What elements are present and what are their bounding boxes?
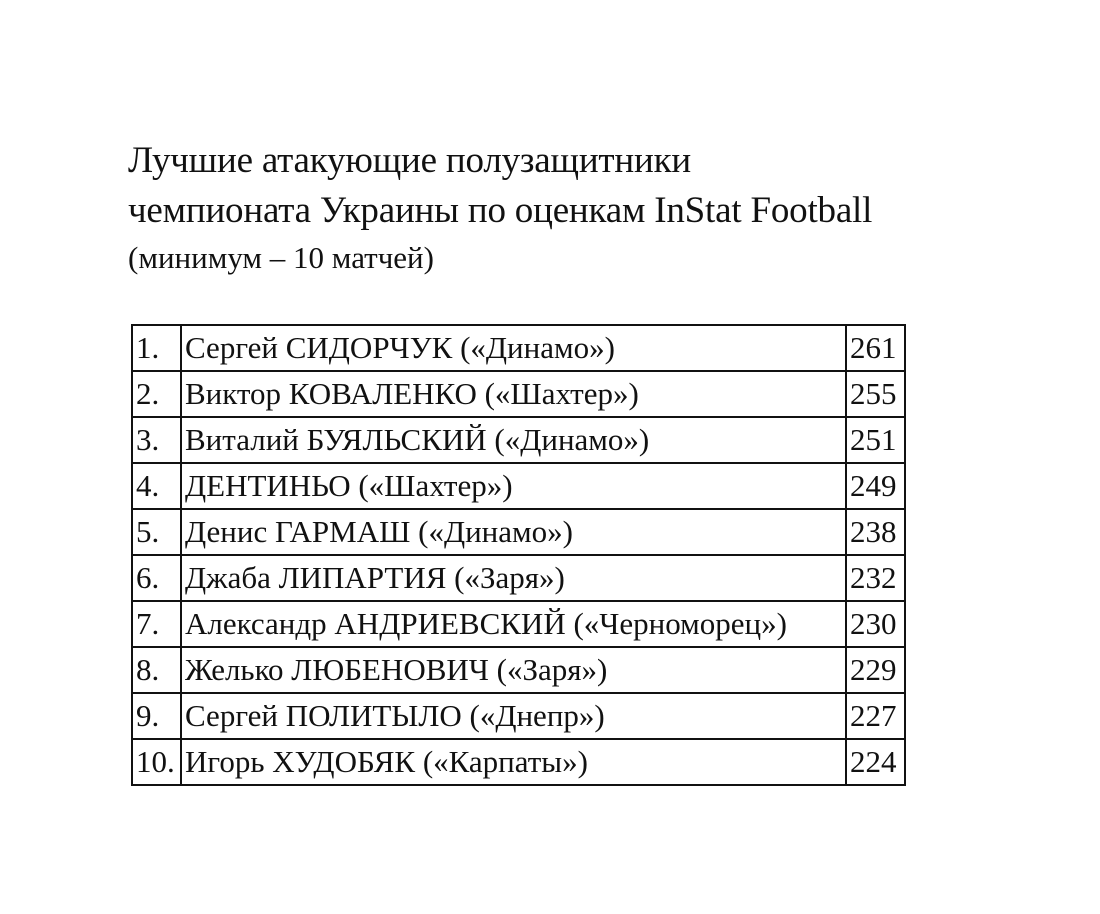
table-row [132, 417, 905, 463]
score-cell: 249 [846, 463, 905, 509]
table-row [132, 647, 905, 693]
table-row [132, 555, 905, 601]
score-cell: 224 [846, 739, 905, 785]
score-cell: 229 [846, 647, 905, 693]
table-row [132, 509, 905, 555]
rank-cell: 8. [132, 647, 181, 693]
player-cell: ДЕНТИНЬО («Шахтер») [181, 463, 846, 509]
rank-cell: 5. [132, 509, 181, 555]
page-title-line-2: чемпионата Украины по оценкам InStat Football [128, 190, 873, 231]
score-cell: 251 [846, 417, 905, 463]
player-cell: Игорь ХУДОБЯК («Карпаты») [181, 739, 846, 785]
rank-cell: 6. [132, 555, 181, 601]
page-subtitle: (минимум – 10 матчей) [128, 240, 434, 275]
ranking-table [131, 324, 906, 786]
rank-cell: 3. [132, 417, 181, 463]
score-cell: 255 [846, 371, 905, 417]
player-cell: Сергей СИДОРЧУК («Динамо») [181, 325, 846, 371]
player-cell: Сергей ПОЛИТЫЛО («Днепр») [181, 693, 846, 739]
player-cell: Виталий БУЯЛЬСКИЙ («Динамо») [181, 417, 846, 463]
player-cell: Желько ЛЮБЕНОВИЧ («Заря») [181, 647, 846, 693]
score-cell: 261 [846, 325, 905, 371]
score-cell: 238 [846, 509, 905, 555]
player-cell: Джаба ЛИПАРТИЯ («Заря») [181, 555, 846, 601]
rank-cell: 2. [132, 371, 181, 417]
table-row [132, 463, 905, 509]
table-row [132, 601, 905, 647]
title-block [128, 136, 1028, 280]
rank-cell: 4. [132, 463, 181, 509]
score-cell: 230 [846, 601, 905, 647]
rank-cell: 10. [132, 739, 181, 785]
rank-cell: 7. [132, 601, 181, 647]
page-title-line-1: Лучшие атакующие полузащитники [128, 140, 691, 181]
rank-cell: 1. [132, 325, 181, 371]
player-cell: Александр АНДРИЕВСКИЙ («Черноморец») [181, 601, 846, 647]
rank-cell: 9. [132, 693, 181, 739]
table-row [132, 693, 905, 739]
table-row [132, 325, 905, 371]
score-cell: 232 [846, 555, 905, 601]
score-cell: 227 [846, 693, 905, 739]
table-row [132, 371, 905, 417]
table-row [132, 739, 905, 785]
player-cell: Денис ГАРМАШ («Динамо») [181, 509, 846, 555]
player-cell: Виктор КОВАЛЕНКО («Шахтер») [181, 371, 846, 417]
